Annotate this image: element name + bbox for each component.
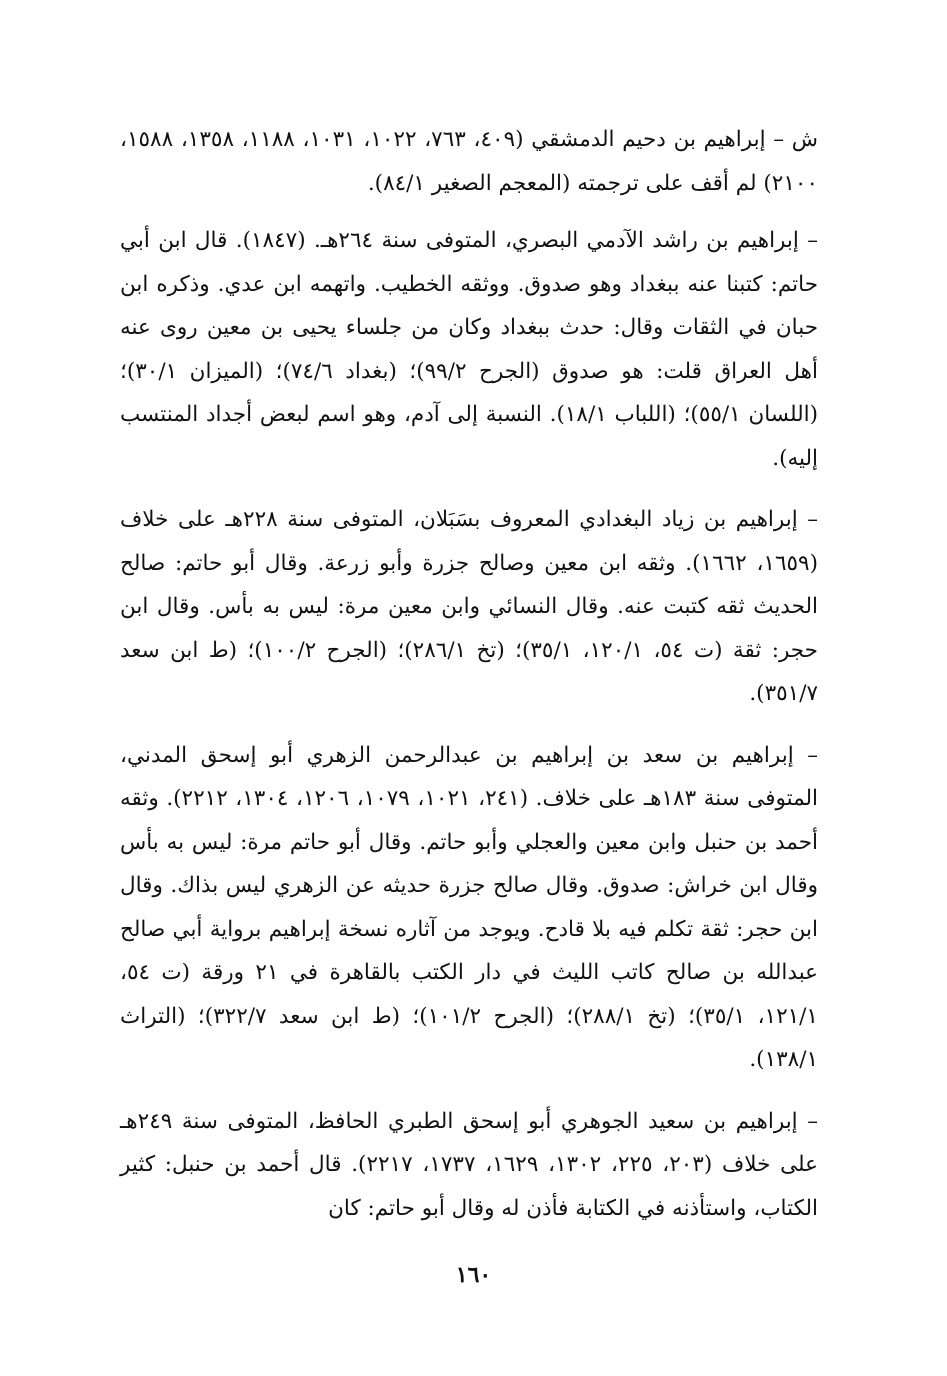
entry-text: ش – إبراهيم بن دحيم الدمشقي (٤٠٩، ٧٦٣، ١٠٢٢، ١٠٣١، ١١٨٨، ١٣٥٨، ١٥٨٨، ٢١٠٠) لم أقف على ترجمته (المعجم الصغير ٨٤/١). bbox=[120, 127, 818, 196]
page-body bbox=[120, 118, 818, 1268]
entry-ibrahim-ibn-said bbox=[120, 1100, 818, 1231]
entry-ibrahim-ibn-saad bbox=[120, 734, 818, 1082]
page-number: ١٦٠ bbox=[455, 1262, 492, 1288]
entry-text: – إبراهيم بن زياد البغدادي المعروف بسَبَلان، المتوفى سنة ٢٢٨هـ على خلاف (١٦٥٩، ١٦٦٢). وثقه ابن معين وصالح جزرة وأبو زرعة. وقال أبو حاتم: صالح الحديث ثقه كتبت عنه. وقال النسائي وابن معين مرة: ليس به بأس. وقال ابن حجر: ثقة (ت ٥٤، ١٢٠/١، ٣٥/١)؛ (تخ ٢٨٦/١)؛ (الجرح ١٠٠/٢)؛ (ط ابن سعد ٣٥١/٧). bbox=[120, 507, 819, 706]
entry-ibrahim-ibn-duhaym bbox=[120, 118, 818, 205]
entry-text: – إبراهيم بن سعيد الجوهري أبو إسحق الطبري الحافظ، المتوفى سنة ٢٤٩هـ على خلاف (٢٠٣، ٢٢٥، ١٣٠٢، ١٦٢٩، ١٧٣٧، ٢٢١٧). قال أحمد بن حنبل: كثير الكتاب، واستأذنه في الكتابة فأذن له وقال أبو حاتم: كان bbox=[120, 1108, 818, 1221]
entry-text: – إبراهيم بن سعد بن إبراهيم بن عبدالرحمن الزهري أبو إسحق المدني، المتوفى سنة ١٨٣هـ على خلاف. (٢٤١، ١٠٢١، ١٠٧٩، ١٢٠٦، ١٣٠٤، ٢٢١٢). وثقه أحمد بن حنبل وابن معين والعجلي وأبو حاتم. وقال أبو حاتم مرة: ليس به بأس وقال ابن خراش: صدوق. وقال صالح جزرة حديثه عن الزهري ليس بذاك. وقال ابن حجر: ثقة تكلم فيه بلا قادح. ويوجد من آثاره نسخة إبراهيم برواية أبي صالح عبدالله بن صالح كاتب الليث في دار الكتب بالقاهرة في ٢١ ورقة (ت ٥٤، ١٢١/١، ٣٥/١)؛ (تخ ٢٨٨/١)؛ (الجرح ١٠١/٢)؛ (ط ابن سعد ٣٢٢/٧)؛ (التراث ١٣٨/١). bbox=[120, 742, 819, 1072]
entry-text: – إبراهيم بن راشد الآدمي البصري، المتوفى سنة ٢٦٤هـ. (١٨٤٧). قال ابن أبي حاتم: كتبنا عنه ببغداد وهو صدوق. ووثقه الخطيب. واتهمه ابن عدي. وذكره ابن حبان في الثقات وقال: حدث ببغداد وكان من جلساء يحيى بن معين روى عنه أهل العراق قلت: هو صدوق (الجرح ٩٩/٢)؛ (بغداد ٧٤/٦)؛ (الميزان ٣٠/١)؛ (اللسان ٥٥/١)؛ (اللباب ١٨/١). النسبة إلى آدم، وهو اسم لبعض أجداد المنتسب إليه). bbox=[120, 228, 819, 471]
entry-ibrahim-ibn-rashid bbox=[120, 219, 818, 480]
entry-ibrahim-ibn-ziyad bbox=[120, 498, 818, 716]
